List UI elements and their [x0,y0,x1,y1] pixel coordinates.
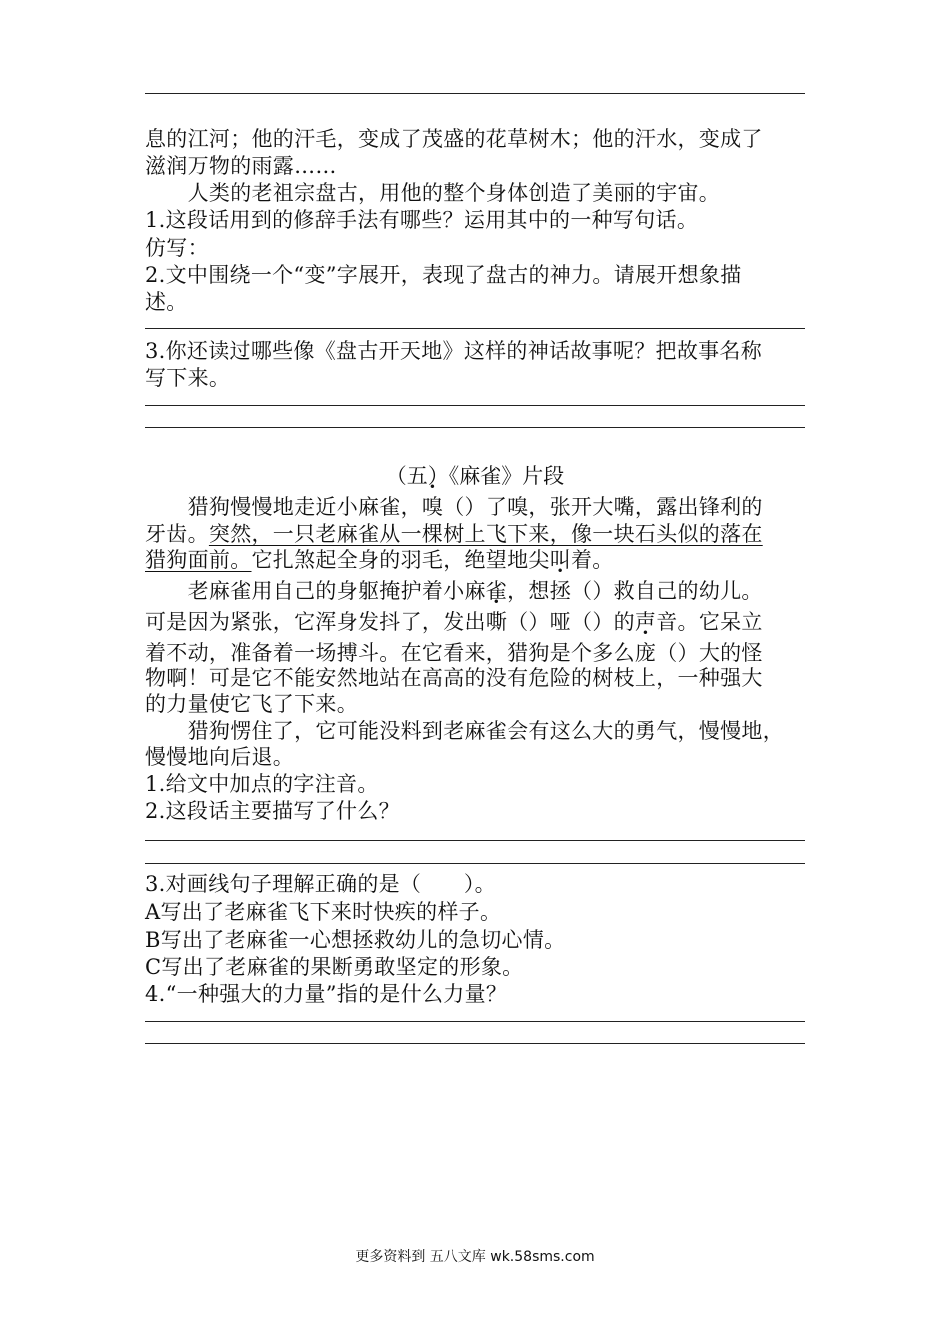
answer-line [145,427,805,428]
footer-source-link[interactable]: 更多资料到 五八文库 wk.58sms.com [355,1249,595,1265]
answer-line [145,405,805,406]
passage-line: 猎狗愣住了，它可能没料到老麻雀会有这么大的勇气，慢慢地， [145,719,784,743]
dotted-char: 拯 [549,579,572,603]
passage-line: 物啊！可是它不能安然地站在高高的没有危险的树枝上，一种强大 [145,666,763,690]
answer-line [145,1021,805,1022]
question-3: 3.对画线句子理解正确的是（ ）。 [145,872,496,896]
passage-line: 着不动，准备着一场搏斗。在它看来，猎狗是个多么庞（）大的怪 [145,641,763,665]
question-3-cont: 写下来。 [145,366,231,390]
answer-line [145,1043,805,1044]
option-a: A写出了老麻雀飞下来时快疾的样子。 [145,900,502,924]
question-2-cont: 述。 [145,290,188,314]
section-title: （五）《麻雀》片段 [385,464,565,488]
answer-line [145,863,805,864]
passage-line: 息的江河；他的汗毛，变成了茂盛的花草树木；他的汗水，变成了 [145,127,763,151]
question-1: 1.这段话用到的修辞手法有哪些？运用其中的一种写句话。 [145,208,699,232]
answer-line [145,328,805,329]
question-2: 2.这段话主要描写了什么？ [145,799,400,823]
underlined-sentence: 猎狗面前。 [145,548,252,572]
passage-line: 慢慢地向后退。 [145,745,295,769]
option-c: C写出了老麻雀的果断勇敢坚定的形象。 [145,955,524,979]
passage-line: 牙齿。突然，一只老麻雀从一棵树上飞下来，像一块石头似的落在 [145,522,763,546]
passage-line: 可是因为紧张，它浑身发抖了，发出嘶（）哑（）的声音。它呆立 [145,610,763,634]
passage-line: 滋润万物的雨露…… [145,154,337,178]
passage-line: 人类的老祖宗盘古，用他的整个身体创造了美丽的宇宙。 [145,181,721,205]
passage-line: 猎狗面前。它扎煞起全身的羽毛，绝望地尖叫着。 [145,548,614,572]
question-1: 1.给文中加点的字注音。 [145,772,379,796]
passage-line: 的力量使它飞了下来。 [145,692,358,716]
question-4: 4.“一种强大的力量”指的是什么力量？ [145,982,508,1006]
passage-line: 猎狗慢慢地走近小麻雀，嗅（）了嗅，张开大嘴，露出锋利的 [145,495,763,519]
option-b: B写出了老麻雀一心想拯救幼儿的急切心情。 [145,928,566,952]
question-2: 2.文中围绕一个“变”字展开，表现了盘古的神力。请展开想象描 [145,263,742,287]
answer-line [145,840,805,841]
question-3: 3.你还读过哪些像《盘古开天地》这样的神话故事呢？把故事名称 [145,339,763,363]
answer-line [145,93,805,94]
dotted-char: 嘶 [485,610,508,634]
passage-line: 老麻雀用自己的身躯掩护着小麻雀，想拯（）救自己的幼儿。 [145,579,763,603]
underlined-sentence: 突然，一只老麻雀从一棵树上飞下来，像一块石头似的落在 [208,522,763,546]
question-1-imitation-label: 仿写： [145,236,209,260]
dotted-char: 嗅 [421,495,444,519]
dotted-char: 庞 [634,641,657,665]
